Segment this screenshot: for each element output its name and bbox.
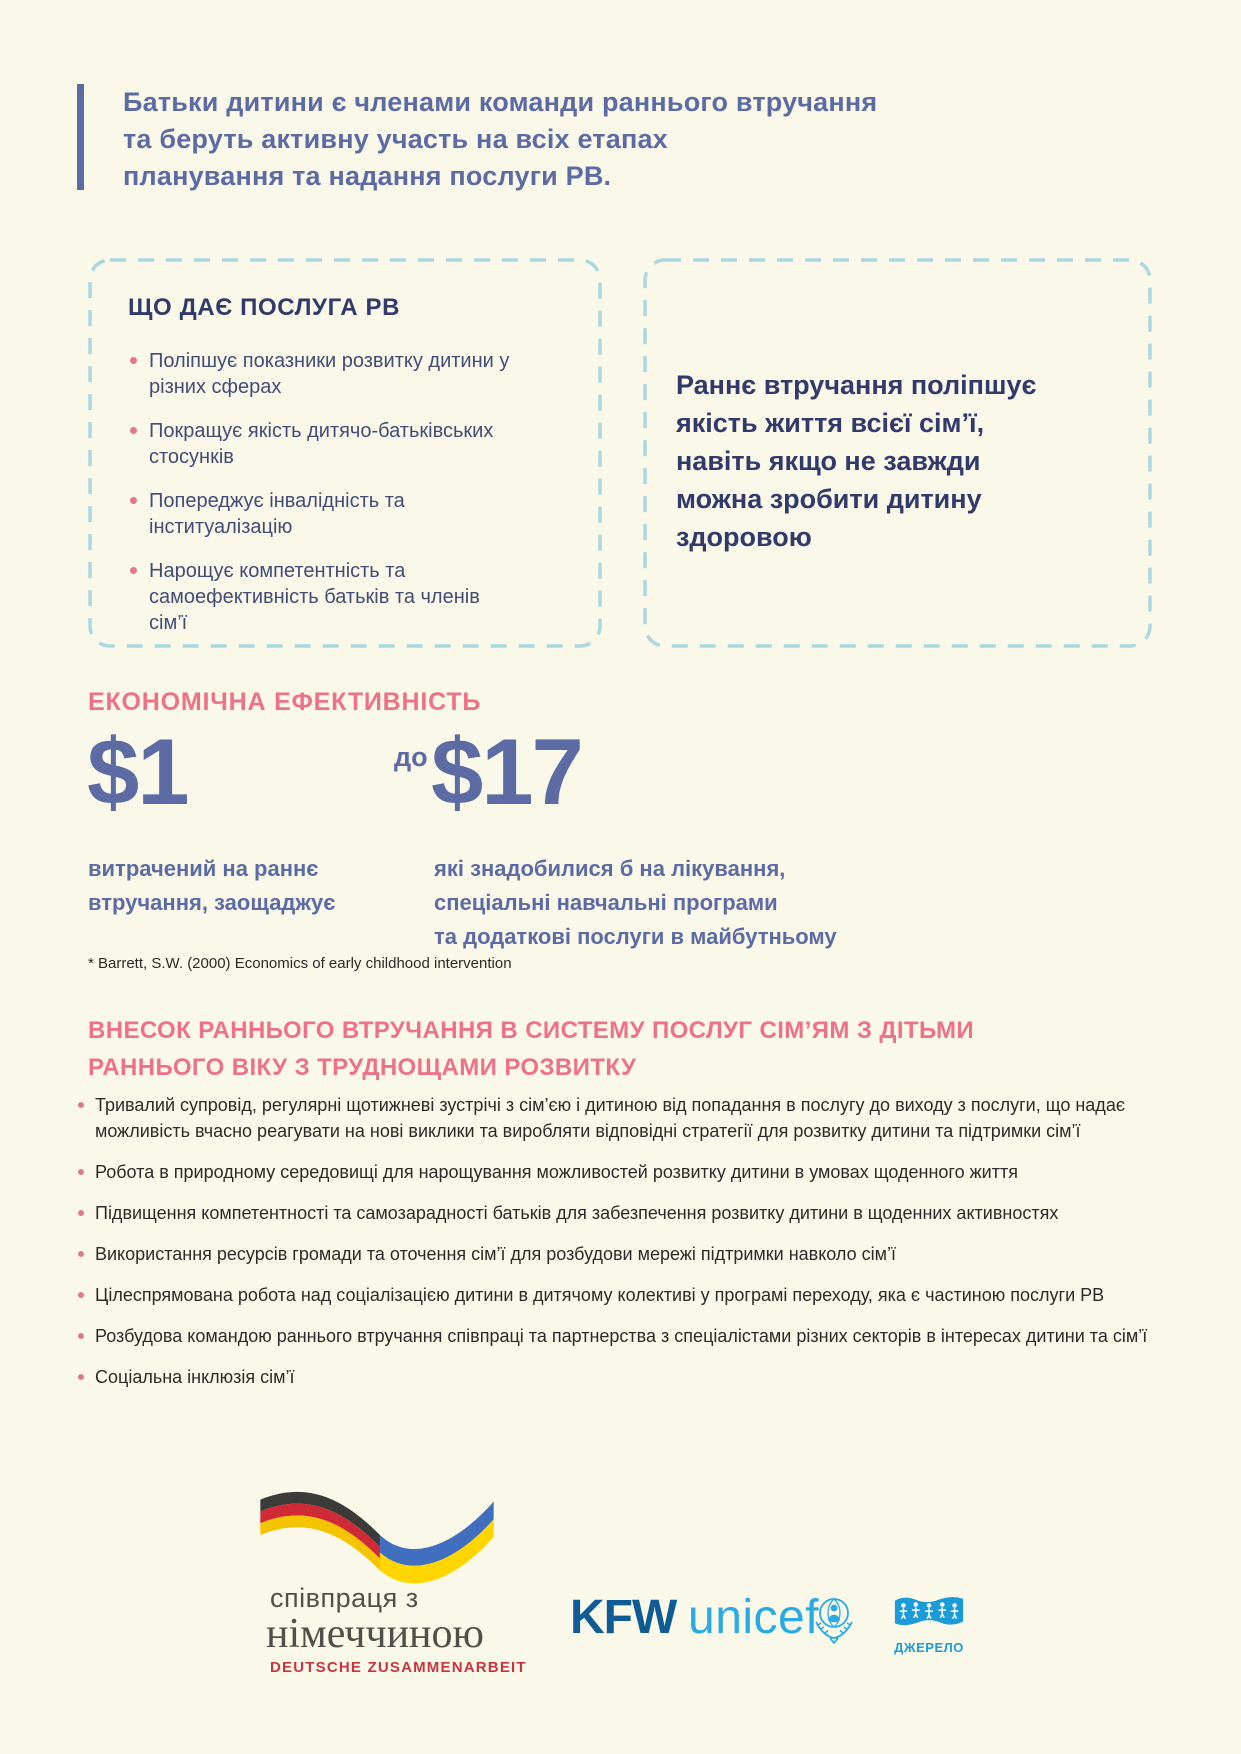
german-coop-line-2: німеччиною: [266, 1611, 484, 1657]
contribution-item: [78, 1241, 1166, 1267]
amount-saved-label: [434, 852, 837, 954]
impact-box: [643, 258, 1152, 648]
german-ukrainian-ribbon-icon: [253, 1484, 501, 1584]
bullet-dot: [130, 497, 137, 504]
spent-label-line-2: втручання, заощаджує: [88, 890, 336, 915]
bullet-dot: [78, 1102, 84, 1108]
contribution-title: [88, 1012, 1118, 1086]
unicef-emblem-icon: [812, 1594, 856, 1644]
bullet-dot: [78, 1251, 84, 1257]
german-coop-line-3: DEUTSCHE ZUSAMMENARBEIT: [270, 1659, 527, 1676]
german-coop-line-1: співпраця з: [270, 1583, 419, 1613]
benefit-item: [128, 488, 558, 540]
impact-line-5: здоровою: [676, 522, 812, 552]
contribution-item: [78, 1364, 1166, 1390]
bullet-dot: [78, 1333, 84, 1339]
benefit-text: Поліпшує показники розвитку дитини у різних сферах: [149, 350, 510, 398]
contribution-text: Використання ресурсів громади та оточення сім’ї для розбудови мережі підтримки навколо сім’ї: [95, 1244, 897, 1264]
source-footnote: * Barrett, S.W. (2000) Economics of early childhood intervention: [88, 955, 512, 972]
contribution-item: [78, 1282, 1166, 1308]
contribution-text: Розбудова командою раннього втручання співпраці та партнерства з спеціалістами різних секторів в інтересах дитини та сім’ї: [95, 1326, 1148, 1346]
contribution-text: Тривалий супровід, регулярні щотижневі зустрічі з сім’єю і дитиною від попадання в послугу до виходу з послуги, що надає можливість вчасно реагувати на нові виклики та виробляти відповідні стратегії для розвитку дитини та підтримки сім’ї: [95, 1095, 1126, 1141]
benefit-text: Покращує якість дитячо-батьківських стосунків: [149, 420, 494, 468]
bullet-dot: [130, 567, 137, 574]
bullet-dot: [130, 357, 137, 364]
contribution-title-line-1: ВНЕСОК РАННЬОГО ВТРУЧАННЯ В СИСТЕМУ ПОСЛУГ СІМ’ЯМ З ДІТЬМИ: [88, 1017, 975, 1044]
quote-accent-bar: [77, 84, 84, 190]
unicef-logo: unicef: [688, 1591, 820, 1644]
saved-label-line-2: спеціальні навчальні програми: [434, 890, 778, 915]
spent-label-line-1: витрачений на раннє: [88, 856, 319, 881]
contribution-item: [78, 1159, 1166, 1185]
economics-title: ЕКОНОМІЧНА ЕФЕКТИВНІСТЬ: [88, 688, 482, 716]
impact-line-2: якість життя всієї сім’ї,: [676, 408, 985, 438]
amount-saved: $17: [431, 719, 582, 824]
impact-line-1: Раннє втручання поліпшує: [676, 370, 1037, 400]
benefits-box: [88, 258, 602, 648]
bullet-dot: [130, 427, 137, 434]
impact-line-4: можна зробити дитину: [676, 484, 982, 514]
contribution-text: Цілеспрямована робота над соціалізацією дитини в дитячому колективі у програмі переходу, яка є частиною послуги РВ: [95, 1285, 1105, 1305]
saved-label-line-1: які знадобилися б на лікування,: [434, 856, 786, 881]
saved-label-line-3: та додаткові послуги в майбутньому: [434, 924, 837, 949]
bullet-dot: [78, 1374, 84, 1380]
contribution-item: [78, 1323, 1166, 1349]
dzherelo-banner-icon: [893, 1592, 965, 1634]
contribution-title-line-2: РАННЬОГО ВІКУ З ТРУДНОЩАМИ РОЗВИТКУ: [88, 1054, 637, 1081]
bullet-dot: [78, 1169, 84, 1175]
impact-line-3: навіть якщо не завжди: [676, 446, 981, 476]
contribution-text: Робота в природному середовищі для нарощування можливостей розвитку дитини в умовах щоденного життя: [95, 1162, 1018, 1182]
quote-line-2: та беруть активну участь на всіх етапах: [123, 124, 668, 154]
benefit-item: [128, 348, 558, 400]
amount-spent: $1: [87, 719, 188, 824]
header-quote: [123, 84, 943, 195]
kfw-logo: KFW: [570, 1591, 677, 1644]
contribution-text: Підвищення компетентності та самозарадності батьків для забезпечення розвитку дитини в щоденних активностях: [95, 1203, 1059, 1223]
bullet-dot: [78, 1210, 84, 1216]
amount-spent-label: [88, 852, 335, 920]
quote-line-3: планування та надання послуги РВ.: [123, 161, 612, 191]
impact-statement: [676, 366, 1126, 556]
dzherelo-label: ДЖЕРЕЛО: [894, 1640, 964, 1655]
contribution-item: [78, 1092, 1166, 1144]
quote-line-1: Батьки дитини є членами команди раннього втручання: [123, 87, 878, 117]
benefit-item: [128, 558, 558, 636]
contribution-text: Соціальна інклюзія сім’ї: [95, 1367, 295, 1387]
dzherelo-logo: [891, 1592, 967, 1655]
bullet-dot: [78, 1292, 84, 1298]
benefit-item: [128, 418, 558, 470]
range-connector: до: [394, 742, 428, 772]
contribution-list: [78, 1092, 1166, 1405]
benefits-box-title: ЩО ДАЄ ПОСЛУГА РВ: [128, 294, 401, 321]
benefit-text: Нарощує компетентність та самоефективність батьків та членів сім’ї: [149, 560, 480, 634]
contribution-item: [78, 1200, 1166, 1226]
benefit-text: Попереджує інвалідність та інституалізацію: [149, 490, 405, 538]
